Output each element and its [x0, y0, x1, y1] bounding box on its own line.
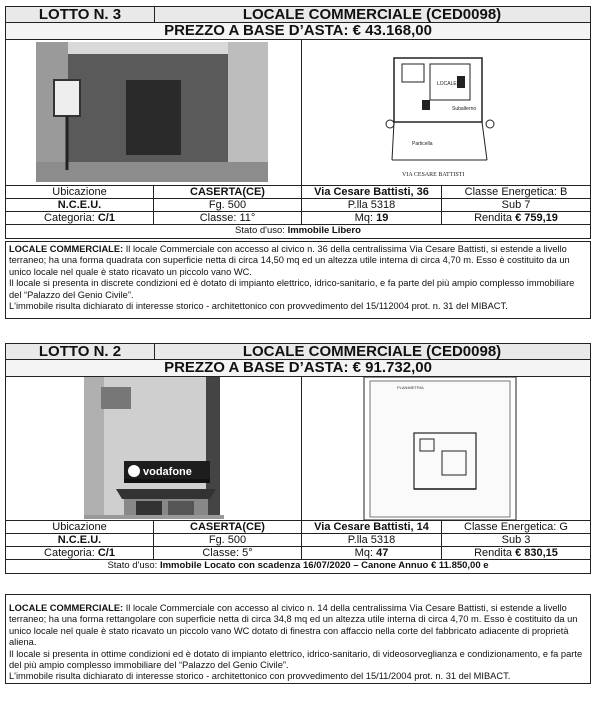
- plan-street-label: VIA CESARE BATTISTI: [402, 172, 465, 178]
- floor-plan: [302, 377, 592, 520]
- svg-text:PLANIMETRIA: PLANIMETRIA: [397, 385, 424, 390]
- storefront-photo: [6, 377, 302, 520]
- categoria-label: Categoria:: [44, 212, 98, 224]
- svg-text:Particella: Particella: [412, 141, 433, 147]
- lot-number: LOTTO N. 3: [6, 7, 155, 22]
- table-row: [6, 199, 590, 212]
- sub: Sub 7: [501, 199, 531, 211]
- lot-type: LOCALE COMMERCIALE (CED0098): [242, 343, 502, 360]
- classe-label: Classe:: [199, 212, 240, 224]
- categoria-value: C/1: [97, 547, 115, 559]
- shop-sign: vodafone: [143, 466, 192, 478]
- classe-value: 11°: [239, 212, 256, 224]
- nceu-label: N.C.E.U.: [6, 534, 154, 546]
- mq: [302, 547, 442, 559]
- classe-energetica: Classe Energetica: B: [464, 186, 568, 198]
- rendita: [442, 547, 590, 559]
- lot-header: [5, 343, 591, 360]
- table-row: [6, 521, 590, 534]
- info-table: [5, 521, 591, 574]
- sub: [442, 534, 590, 546]
- svg-text:Subalterno: Subalterno: [452, 106, 477, 112]
- rendita-label: Rendita: [474, 547, 516, 559]
- rendita-value: € 759,19: [515, 212, 558, 224]
- table-row: [6, 186, 590, 199]
- description-text: Il locale Commerciale con accesso al civico n. 14 della centralissima Via Cesare Battisti, si estende a livello terraneo; ha una forma rettangolare con superficie netta di circa 34,8 mq ed un altezza utile interna di circa 4,70 m. Esso è costituito da un unico locale nel quale è stato ricavato un piccolo vano WC dotato di finestra con affaccio nella corte del fabbricato adiacente di proprietà aliena.: [9, 603, 578, 648]
- particella: P.lla 5318: [302, 534, 442, 546]
- rendita-label: Rendita: [474, 212, 516, 224]
- description-p3: L'immobile risulta dichiarato di interesse storico - architettonico con provvedimento del 15/11/2004 prot. n. 31 del MIBACT.: [9, 671, 511, 682]
- info-table: [5, 186, 591, 239]
- auction-price: PREZZO A BASE D’ASTA: € 91.732,00: [5, 360, 591, 377]
- sub-value: Sub 3: [501, 534, 531, 546]
- classe-label: Classe:: [202, 547, 243, 559]
- table-row: [6, 547, 590, 560]
- images-row: [5, 40, 591, 186]
- rendita: [442, 212, 590, 224]
- auction-price: PREZZO A BASE D’ASTA: € 43.168,00: [5, 23, 591, 40]
- lot-type: LOCALE COMMERCIALE (CED0098): [242, 6, 502, 23]
- ubicazione-label: Ubicazione: [6, 521, 154, 533]
- categoria: [6, 547, 154, 559]
- svg-text:LOCALE: LOCALE: [437, 81, 457, 87]
- city: CASERTA(CE): [154, 521, 302, 533]
- stato-value: Immobile Libero: [287, 225, 361, 236]
- description-lead: LOCALE COMMERCIALE:: [9, 244, 124, 254]
- classe: [154, 212, 302, 224]
- table-row: [6, 212, 590, 225]
- description-p2: Il locale si presenta in ottime condizioni ed è dotato di impianto elettrico, idrico-sanitario, di videosorveglianza e condizionamento, e fa parte del più ampio complesso immobiliare del “Palazzo del Genio Civile”.: [9, 648, 583, 671]
- city: CASERTA(CE): [154, 186, 302, 198]
- foglio: Fg. 500: [154, 199, 302, 211]
- description: [5, 594, 591, 684]
- stato-value: Immobile Locato con scadenza 16/07/2020 – Canone Annuo € 11.850,00 e: [159, 560, 489, 571]
- categoria-label: Categoria:: [44, 547, 98, 559]
- lot-header: [5, 6, 591, 23]
- ubicazione-label: Ubicazione: [6, 186, 154, 198]
- classe: [154, 547, 302, 559]
- floor-plan: [302, 40, 592, 185]
- table-row: [6, 534, 590, 547]
- lot-number: LOTTO N. 2: [6, 344, 155, 359]
- particella: P.lla 5318: [302, 199, 442, 211]
- classe-energetica: Classe Energetica: G: [464, 521, 568, 533]
- nceu-label: N.C.E.U.: [6, 199, 154, 211]
- description: [5, 241, 591, 319]
- mq-label: Mq:: [354, 212, 377, 224]
- categoria-value: C/1: [97, 212, 115, 224]
- stato-label: Stato d'uso:: [235, 225, 288, 236]
- description-lead: LOCALE COMMERCIALE:: [9, 603, 124, 613]
- address: Via Cesare Battisti, 36: [302, 186, 442, 198]
- stato-uso: [6, 560, 590, 573]
- images-row: [5, 377, 591, 521]
- storefront-photo: [6, 40, 302, 185]
- description-text: Il locale Commerciale con accesso al civico n. 36 della centralissima Via Cesare Battisti, si estende a livello terraneo; ha una forma quadrata con superficie netta di circa 14,50 mq ed un altezza utile interna di circa 4,70 m. Esso è costituito da un unico locale nel quale è stato ricavato un piccolo vano WC.: [9, 244, 570, 277]
- stato-label: Stato d'uso:: [107, 560, 160, 571]
- classe-value: 5°: [242, 547, 253, 559]
- address: Via Cesare Battisti, 14: [302, 521, 442, 533]
- mq-label: Mq:: [354, 547, 377, 559]
- foglio: Fg. 500: [154, 534, 302, 546]
- stato-uso: [6, 225, 590, 238]
- rendita-value: € 830,15: [515, 547, 558, 559]
- description-p2: Il locale si presenta in discrete condizioni ed è dotato di impianto elettrico, idrico-sanitario, e fa parte del più ampio complesso immobiliare del “Palazzo del Genio Civile”.: [9, 278, 575, 300]
- mq-value: 19: [376, 212, 389, 224]
- mq: [302, 212, 442, 224]
- mq-value: 47: [376, 547, 389, 559]
- description-p3: L'immobile risulta dichiarato di interesse storico - architettonico con provvedimento del 15/112004 prot. n. 31 del MIBACT.: [9, 301, 508, 312]
- categoria: [6, 212, 154, 224]
